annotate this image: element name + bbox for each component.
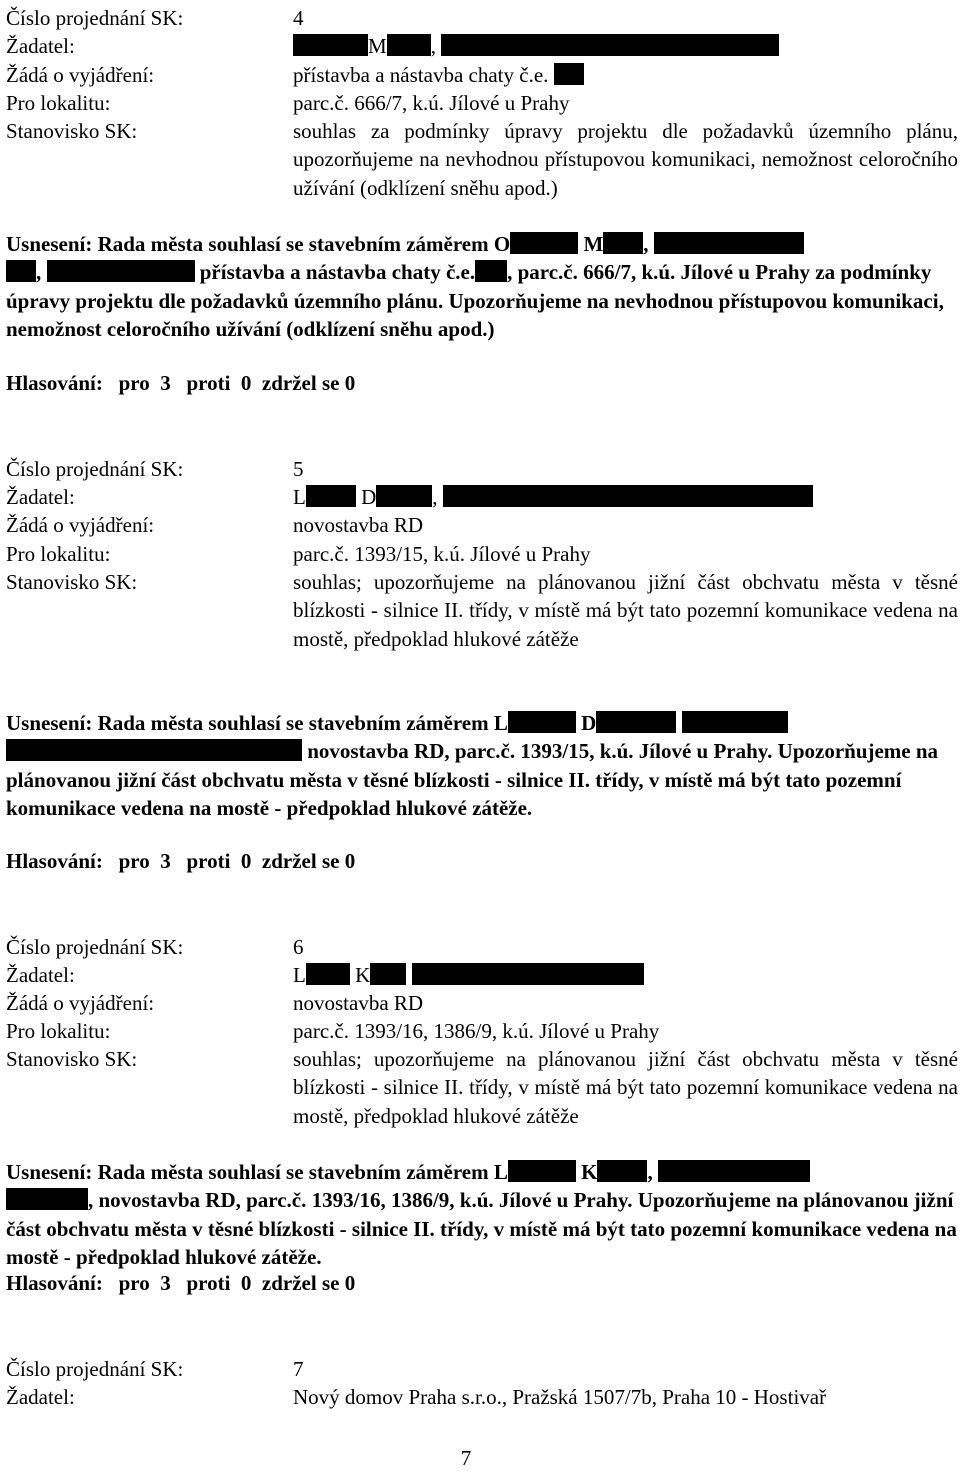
location-label: Pro lokalitu: (6, 542, 111, 566)
request-value: novostavba RD (293, 513, 424, 537)
location-value: parc.č. 666/7, k.ú. Jílové u Prahy (293, 91, 570, 115)
redaction-block (293, 34, 368, 56)
applicant-label: Žadatel: (6, 34, 75, 58)
resolution-text: Usnesení: Rada města souhlasí se stavebním záměrem L K , , novostavba RD, parc.č. 1393/16, 1386/9, k.ú. Jílové u Prahy. Upozorňujeme na plánovanou jižní část obchvatu města v těsné blízkosti - silnice II. třídy, v místě má být tato pozemní komunikace vedena na mostě - předpoklad hlukové zátěže. (6, 1160, 957, 1269)
resolution-text: Usnesení: Rada města souhlasí se stavebním záměrem O M , , přístavba a nástavba chaty č.e. , parc.č. 666/7, k.ú. Jílové u Prahy za podmínky úpravy projektu dle požadavků územního plánu. Upozorňujeme na nevhodnou přístupovou komunikaci, nemožnost celoročního užívání (odklízení sněhu apod.) (6, 232, 944, 341)
request-label: Žádá o vyjádření: (6, 63, 155, 87)
applicant-label: Žadatel: (6, 1385, 75, 1409)
redaction-block (376, 485, 432, 507)
opinion-text: souhlas; upozorňujeme na plánovanou jižní část obchvatu města v těsné blízkosti - silnice II. třídy, v místě má být tato pozemní komunikace vedena na mostě, předpoklad hlukové zátěže (293, 1047, 958, 1128)
case-number-value: 7 (293, 1357, 304, 1381)
vote-result: Hlasování: pro 3 proti 0 zdržel se 0 (6, 849, 356, 873)
case-number-value: 6 (293, 935, 304, 959)
redaction-block (6, 1188, 88, 1210)
location-value: parc.č. 1393/15, k.ú. Jílové u Prahy (293, 542, 591, 566)
applicant-label: Žadatel: (6, 963, 75, 987)
redaction-block (658, 1160, 810, 1182)
applicant-value: Nový domov Praha s.r.o., Pražská 1507/7b, Praha 10 - Hostivař (293, 1385, 827, 1409)
redaction-block (654, 232, 804, 254)
applicant-label: Žadatel: (6, 485, 75, 509)
location-label: Pro lokalitu: (6, 1019, 111, 1043)
request-label: Žádá o vyjádření: (6, 513, 155, 537)
redaction-block (596, 711, 676, 733)
redaction-block (510, 232, 578, 254)
case-number-label: Číslo projednání SK: (6, 6, 184, 30)
vote-result: Hlasování: pro 3 proti 0 zdržel se 0 (6, 1271, 356, 1295)
location-label: Pro lokalitu: (6, 91, 111, 115)
opinion-label: Stanovisko SK: (6, 570, 138, 594)
redaction-block (306, 485, 356, 507)
page-number: 7 (460, 1446, 472, 1470)
case-number-value: 4 (293, 6, 304, 30)
redaction-block (387, 34, 431, 56)
redaction-block (6, 739, 302, 761)
redaction-block (682, 711, 788, 733)
case-number-label: Číslo projednání SK: (6, 1357, 184, 1381)
request-value: novostavba RD (293, 991, 424, 1015)
opinion-text: souhlas za podmínky úpravy projektu dle požadavků územního plánu, upozorňujeme na nevhodnou přístupovou komunikaci, nemožnost celoročního užívání (odklízení sněhu apod.) (293, 119, 958, 200)
redaction-block (475, 260, 507, 282)
redaction-block (412, 963, 644, 985)
vote-result: Hlasování: pro 3 proti 0 zdržel se 0 (6, 371, 356, 395)
redaction-block (47, 260, 195, 282)
case-number-value: 5 (293, 457, 304, 481)
resolution-text: Usnesení: Rada města souhlasí se stavebním záměrem L D novostavba RD, parc.č. 1393/15, k.ú. Jílové u Prahy. Upozorňujeme na plánovanou jižní část obchvatu města v těsné blízkosti - silnice II. třídy, v místě má být tato pozemní komunikace vedena na mostě - předpoklad hlukové zátěže. (6, 711, 939, 820)
opinion-label: Stanovisko SK: (6, 1047, 138, 1071)
redaction-block (554, 63, 584, 85)
opinion-label: Stanovisko SK: (6, 119, 138, 143)
redaction-block (441, 34, 779, 56)
applicant-value: L K (293, 961, 644, 989)
redaction-block (306, 963, 350, 985)
redaction-block (508, 711, 576, 733)
location-value: parc.č. 1393/16, 1386/9, k.ú. Jílové u Prahy (293, 1019, 660, 1043)
opinion-text: souhlas; upozorňujeme na plánovanou jižní část obchvatu města v těsné blízkosti - silnice II. třídy, v místě má být tato pozemní komunikace vedena na mostě, předpoklad hlukové zátěže (293, 570, 958, 651)
case-number-label: Číslo projednání SK: (6, 935, 184, 959)
request-label: Žádá o vyjádření: (6, 991, 155, 1015)
applicant-value: M , (293, 32, 779, 60)
redaction-block (370, 963, 406, 985)
applicant-value: L D , (293, 483, 813, 511)
request-value: přístavba a nástavba chaty č.e. (293, 61, 584, 89)
case-number-label: Číslo projednání SK: (6, 457, 184, 481)
redaction-block (443, 485, 813, 507)
redaction-block (597, 1160, 647, 1182)
redaction-block (6, 260, 36, 282)
redaction-block (508, 1160, 576, 1182)
redaction-block (603, 232, 643, 254)
